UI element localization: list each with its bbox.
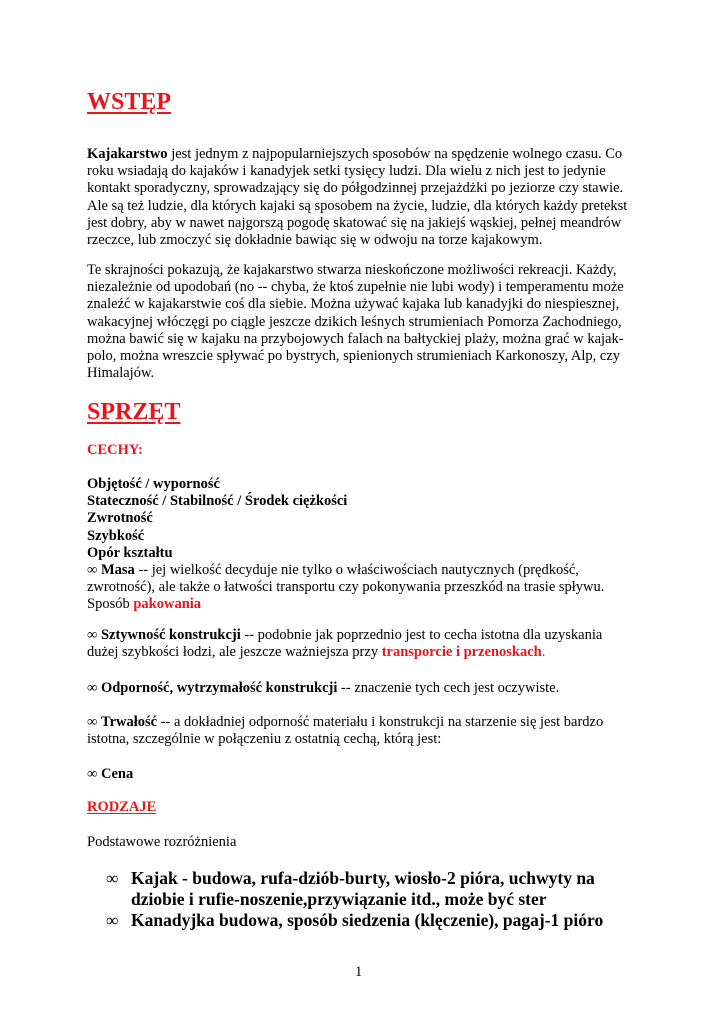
page-number: 1 [355, 964, 363, 980]
feature-item: Stateczność / Stabilność / Środek ciężkości [87, 493, 348, 510]
infinity-bullet-icon: ∞ [87, 627, 98, 643]
feature-item: Szybkość [87, 527, 145, 544]
list-item: ∞ Kanadyjka budowa, sposób siedzenia (klęczenie), pagaj-1 pióro [106, 910, 604, 930]
infinity-bullet-icon: ∞ [87, 766, 98, 782]
feature-item: Zwrotność [87, 510, 153, 527]
feature-cena: ∞ Cena [87, 766, 134, 782]
infinity-bullet-icon: ∞ [87, 680, 98, 696]
infinity-bullet-icon: ∞ [87, 714, 98, 730]
link-pakowania[interactable]: pakowania [133, 596, 202, 613]
feature-odpornosc: ∞ Odporność, wytrzymałość konstrukcji -- znaczenie tych cech jest oczywiste. [87, 680, 560, 696]
feature-list: Objętość / wyporność Stateczność / Stabilność / Środek ciężkości Zwrotność Szybkość Opór kształtu ∞ Masa -- jej wielkość decyduje nie tylko o właściwościach nautycznych (prędkość, zwrotność), ale także o łatwości transportu czy pokonywania przeszkód na trasie spływu. Sposób pakowania [87, 476, 605, 613]
heading-rodzaje: RODZAJE [87, 799, 157, 815]
types-list [87, 868, 647, 931]
feature-item: Objętość / wyporność [87, 476, 220, 492]
feature-item: Opór kształtu [87, 544, 173, 561]
infinity-bullet-icon: ∞ [106, 868, 119, 888]
intro-paragraph-2: Te skrajności pokazują, że kajakarstwo stwarza nieskończone możliwości rekreacji. Każdy, niezależnie od upodobań (no -- chyba, że ktoś zupełnie nie lubi wody) i temperamentu może znaleźć w kajakarstwie coś dla siebie. Można używać kajaka lub kanadyjki do niespiesznej, wakacyjnej włóczęgi po ciągle jeszcze dzikich leśnych strumieniach Pomorza Zachodniego, można bawić się w kajaku na przybojowych falach na bałtyckiej plaży, można grać w kajak- polo, można wreszcie spływać po bystrych, spienionych strumieniach Karkonoszy, Alp, czy Himalajów. [87, 262, 624, 382]
term-kajakarstwo: Kajakarstwo [87, 146, 168, 162]
link-transporcie[interactable]: transporcie i przenoskach [381, 644, 542, 661]
intro-paragraph-1: Kajakarstwo jest jednym z najpopularniejszych sposobów na spędzenie wolnego czasu. Co roku wsiadają do kajaków i kanadyjek setki tysięcy ludzi. Dla wielu z nich jest to jedynie kontakt sporadyczny, sprowadzający się do półgodzinnej przejażdżki po jeziorze czy stawie. Ale są też ludzie, dla których kajaki są sposobem na życie, ludzie, dla których każdy pretekst jest dobry, aby w nawet najgorszą pogodę skatować się na jakiejś wąskiej, pełnej meandrów rzeczce, lub zmoczyć się dokładnie bawiąc się w odwoju na torze kajakowym. [87, 146, 628, 249]
heading-sprzet: SPRZĘT [87, 399, 181, 425]
feature-trwalosc: ∞ Trwałość -- a dokładniej odporność materiału i konstrukcji na starzenie się jest bardzo istotna, szczególnie w połączeniu z ostatnią cechą, którą jest: [87, 714, 604, 748]
feature-sztywnosc: ∞ Sztywność konstrukcji -- podobnie jak poprzednio jest to cecha istotna dla uzyskania dużej szybkości łodzi, ale jeszcze ważniejsza przy transporcie i przenoskach. [87, 627, 603, 661]
heading-cechy: CECHY: [87, 442, 143, 458]
infinity-bullet-icon: ∞ [87, 562, 98, 579]
list-item: ∞ Kajak - budowa, rufa-dziób-burty, wiosło-2 pióra, uchwyty na dziobie i rufie-noszenie,przywiązanie itd., może być ster [106, 868, 595, 909]
infinity-bullet-icon: ∞ [106, 910, 119, 930]
heading-wstep: WSTĘP [87, 89, 172, 115]
types-subtitle: Podstawowe rozróżnienia [87, 834, 237, 850]
